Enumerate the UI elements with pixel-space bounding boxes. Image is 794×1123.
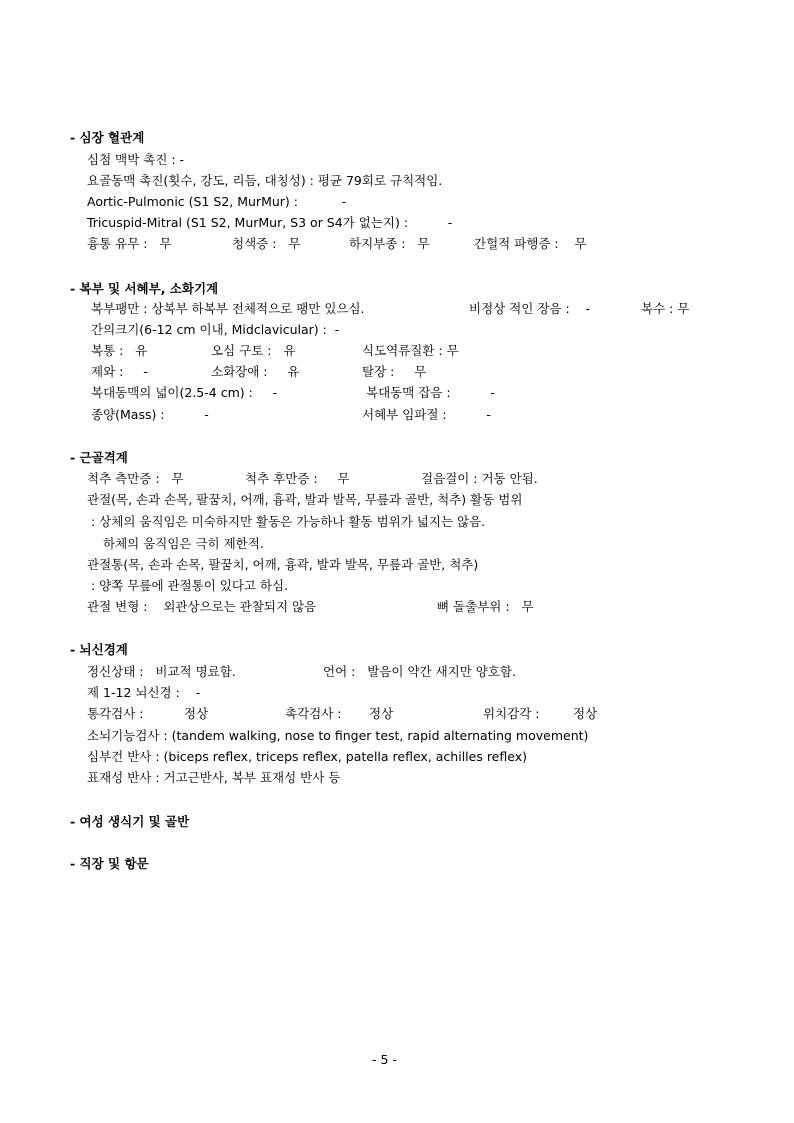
aorta-width-field: 복대동맥의 넓이(2.5-4 cm) : - — [91, 385, 278, 400]
inguinal-lymph-field: 서혜부 임파절 : - — [362, 407, 491, 422]
umbilicus-field: 제와 : - — [91, 364, 148, 379]
touch-sense-value: 정상 — [369, 706, 394, 721]
pain-sense-label: 통각검사 : — [87, 706, 144, 721]
position-sense-label: 위치감각 : — [483, 706, 540, 721]
section-heading-rectal: - 직장 및 항문 — [70, 856, 149, 871]
ascites-field: 복수 : 무 — [641, 301, 690, 316]
claudication-field: 간헐적 파행증 : 무 — [474, 236, 587, 251]
cyanosis-field: 청색증 : 무 — [232, 236, 301, 251]
rom-lower-line: 하체의 움직임은 극히 제한적. — [103, 536, 264, 551]
joint-pain-line: 관절통(목, 손과 손목, 팔꿈치, 어깨, 흉곽, 발과 발목, 무릎과 골반, 척추) — [87, 557, 479, 572]
mental-status-field: 정신상태 : 비교적 명료함. — [87, 664, 236, 679]
section-heading-cardio: - 심장 혈관계 — [70, 130, 145, 145]
leg-edema-field: 하지부종 : 무 — [349, 236, 430, 251]
section-heading-neuro: - 뇌신경계 — [70, 642, 128, 657]
hernia-field: 탈장 : 무 — [362, 364, 427, 379]
rom-line: 관절(목, 손과 손목, 팔꿈치, 어깨, 흉곽, 발과 발목, 무릎과 골반, 척추) 활동 범위 — [87, 492, 523, 507]
deep-tendon-reflex-line: 심부건 반사 : (biceps reflex, triceps reflex, patella reflex, achilles reflex) — [87, 749, 527, 764]
abdominal-pain-field: 복통 : 유 — [91, 343, 148, 358]
mass-field: 종양(Mass) : - — [91, 407, 209, 422]
scoliosis-field: 척추 측만증 : 무 — [87, 471, 184, 486]
section-heading-abdomen: - 복부 및 서혜부, 소화기계 — [70, 281, 219, 296]
indigestion-field: 소화장애 : 유 — [211, 364, 300, 379]
reflux-field: 식도역류질환 : 무 — [362, 343, 459, 358]
speech-field: 언어 : 발음이 약간 새지만 양호함. — [323, 664, 516, 679]
pain-sense-value: 정상 — [184, 706, 209, 721]
cerebellar-test-line: 소뇌기능검사 : (tandem walking, nose to finger test, rapid alternating movement) — [87, 728, 589, 743]
nausea-vomiting-field: 오심 구토 : 유 — [211, 343, 296, 358]
aorta-bruit-field: 복대동맥 잡음 : - — [366, 385, 495, 400]
apical-pulse-line: 심첨 맥박 촉진 : - — [87, 152, 185, 167]
section-heading-female: - 여성 생식기 및 골반 — [70, 814, 190, 829]
cranial-nerve-line: 제 1-12 뇌신경 : - — [87, 685, 201, 700]
joint-pain-detail-line: : 양쪽 무릎에 관절통이 있다고 하심. — [91, 578, 289, 593]
tricuspid-mitral-line: Tricuspid-Mitral (S1 S2, MurMur, S3 or S4가 없는지) : - — [87, 215, 453, 230]
abdominal-distension-field: 복부팽만 : 상복부 하복부 전체적으로 팽만 있으심. — [91, 301, 365, 316]
position-sense-value: 정상 — [573, 706, 598, 721]
aortic-pulmonic-line: Aortic-Pulmonic (S1 S2, MurMur) : - — [87, 194, 347, 209]
page-number: - 5 - — [372, 1052, 397, 1067]
section-heading-musculo: - 근골격계 — [70, 450, 128, 465]
superficial-reflex-line: 표재성 반사 : 거고근반사, 복부 표재성 반사 등 — [87, 770, 341, 785]
bowel-sound-field: 비정상 적인 장음 : - — [469, 301, 591, 316]
joint-deformity-field: 관절 변형 : 외관상으로는 관찰되지 않음 — [87, 599, 317, 614]
bony-prominence-field: 뼈 돌출부위 : 무 — [437, 599, 534, 614]
chest-pain-field: 흉통 유무 : 무 — [87, 236, 172, 251]
touch-sense-label: 촉각검사 : — [285, 706, 342, 721]
radial-pulse-line: 요골동맥 촉진(횟수, 강도, 리듬, 대칭성) : 평균 79회로 규칙적임. — [87, 173, 443, 188]
rom-upper-line: : 상체의 움직임은 미숙하지만 활동은 가능하나 활동 범위가 넓지는 않음. — [91, 514, 486, 529]
kyphosis-field: 척추 후만증 : 무 — [245, 471, 350, 486]
gait-field: 걸음걸이 : 거동 안됨. — [421, 471, 538, 486]
liver-size-line: 간의크기(6-12 cm 이내, Midclavicular) : - — [91, 322, 340, 337]
